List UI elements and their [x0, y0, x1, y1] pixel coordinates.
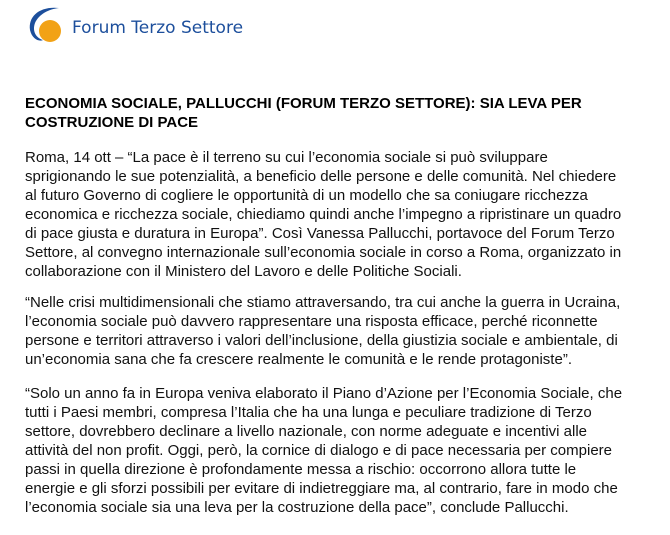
- paragraph-line: collaborazione con il Ministero del Lavoro e delle Politiche Sociali.: [25, 263, 462, 280]
- paragraph-line: settore, dovrebbero declinare a livello nazionale, con norme adeguate e incentivi alle: [25, 423, 588, 440]
- article-title: ECONOMIA SOCIALE, PALLUCCHI (FORUM TERZO SETTORE): SIA LEVA PER COSTRUZIONE DI PACE: [25, 95, 582, 131]
- paragraph-line: di pace giusta e duratura in Europa”. Così Vanessa Pallucchi, portavoce del Forum Terzo: [25, 225, 615, 242]
- paragraph-line: “Nelle crisi multidimensionali che stiamo attraversando, tra cui anche la guerra in Ucraina,: [25, 294, 621, 311]
- paragraph-line: sprigionando le sue potenzialità, a beneficio delle persone e delle comunità. Nel chiedere: [25, 168, 617, 185]
- paragraph-line: l’economia sociale può davvero rappresentare una risposta efficace, perché riconnette: [25, 313, 598, 330]
- paragraph-line: attività del non profit. Oggi, però, la cornice di dialogo e di pace necessaria per compiere: [25, 442, 612, 459]
- paragraph-line: passi in quella direzione è profondamente messa a rischio: occorrono allora tutte le: [25, 461, 577, 478]
- paragraph-line: al futuro Governo di cogliere le opportunità di un modello che sa coniugare ricchezza: [25, 187, 588, 204]
- header: [26, 4, 243, 48]
- paragraph-line: l’economia sociale sia una leva per la costruzione della pace”, conclude Pallucchi.: [25, 499, 569, 516]
- article-paragraph-2: [25, 293, 650, 369]
- paragraph-line: Settore, al convegno internazionale sull’economia sociale in corso a Roma, organizzato in: [25, 244, 622, 261]
- article-paragraph-1: [25, 148, 650, 281]
- paragraph-line: energie e gli sforzi possibili per evitare di indietreggiare ma, al contrario, fare in modo che: [25, 480, 618, 497]
- paragraph-line: persone e territori attraverso i valori dell’inclusione, della giustizia sociale e ambientale, di: [25, 332, 618, 349]
- paragraph-line: economica e ricchezza sociale, chiediamo quindi anche l’impegno a ripristinare un quadro: [25, 206, 622, 223]
- paragraph-line: tutti i Paesi membri, compresa l’Italia che ha una lunga e peculiare tradizione di Terzo: [25, 404, 592, 421]
- brand-name: Forum Terzo Settore: [72, 18, 244, 38]
- paragraph-line: “Solo un anno fa in Europa veniva elaborato il Piano d’Azione per l’Economia Sociale, che: [25, 385, 623, 402]
- article-paragraph-3: [25, 384, 650, 517]
- paragraph-line: un’economia sana che fa crescere realmente le comunità e le rende protagoniste”.: [25, 351, 572, 368]
- forum-terzo-settore-logo-icon: [26, 4, 66, 48]
- paragraph-line: Roma, 14 ott – “La pace è il terreno su cui l’economia sociale si può sviluppare: [25, 149, 548, 166]
